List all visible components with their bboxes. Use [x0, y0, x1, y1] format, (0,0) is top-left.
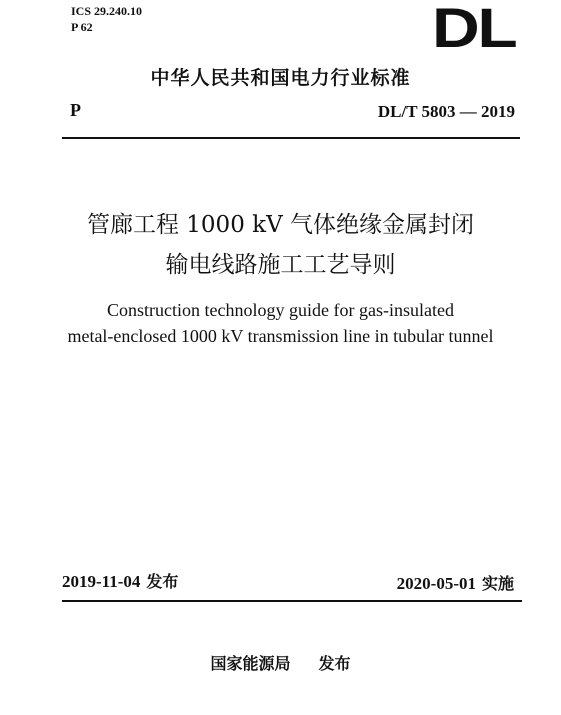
standard-number: DL/T 5803 — 2019: [377, 102, 515, 121]
publisher-name: 国家能源局: [210, 654, 291, 673]
title-english-line-1: Construction technology guide for gas-insulated: [107, 300, 454, 320]
classification-code: P 62: [71, 20, 93, 34]
issue-date-block: [62, 572, 178, 592]
title-chinese-line-2: 输电线路施工工艺导则: [165, 252, 396, 278]
title-chinese-line-1: 管廊工程 1000 kV 气体绝缘金属封闭: [86, 212, 474, 238]
top-divider: [62, 137, 520, 139]
issue-label: 发布: [146, 572, 179, 591]
publisher-line: [0, 654, 561, 674]
industry-standard-heading: 中华人民共和国电力行业标准: [150, 67, 411, 89]
implementation-label: 实施: [481, 574, 514, 593]
title-english-line-2: metal-enclosed 1000 kV transmission line in tubular tunnel: [67, 326, 494, 346]
bottom-divider: [62, 600, 522, 602]
ics-code: ICS 29.240.10: [71, 4, 143, 18]
implementation-date: 2020-05-01: [396, 574, 476, 593]
implementation-date-block: [397, 574, 514, 594]
dl-logo: DL: [432, 0, 516, 59]
issue-date: 2019-11-04: [62, 572, 141, 591]
publisher-action: 发布: [318, 654, 351, 673]
p-label: P: [70, 100, 81, 120]
